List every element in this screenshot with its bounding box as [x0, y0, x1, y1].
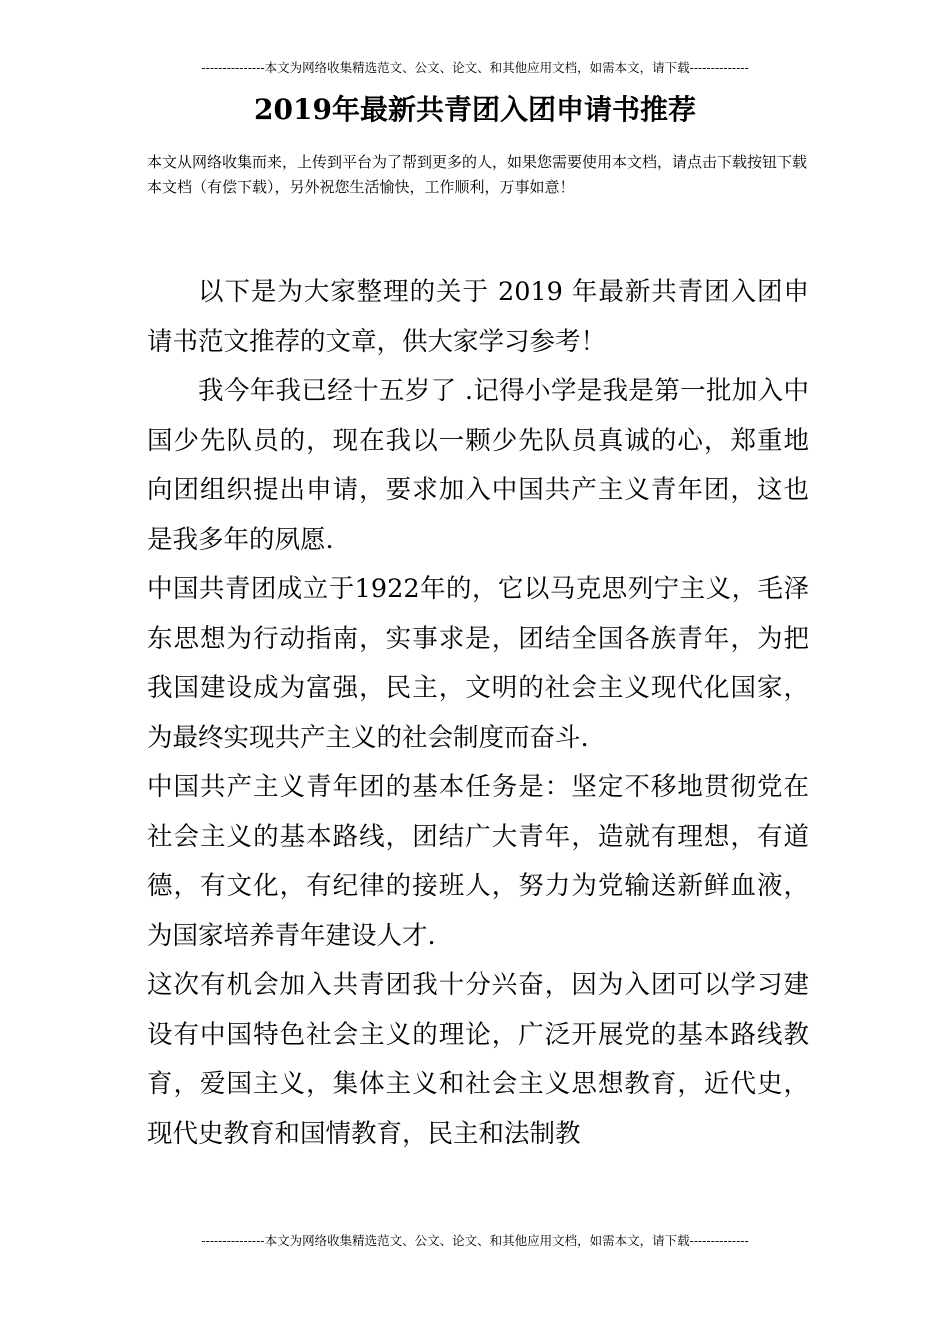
paragraph: 中国共产主义青年团的基本任务是：坚定不移地贯彻党在社会主义的基本路线，团结广大青年，造就有理想，有道德，有文化，有纪律的接班人，努力为党输送新鲜血液，为国家培养青年建设人才.	[147, 772, 809, 951]
footer-notice: ---------------本文为网络收集精选范文、公文、论文、和其他应用文档，如需本文，请下载--------------	[201, 1233, 749, 1248]
paragraph: 我今年我已经十五岁了 .记得小学是我是第一批加入中国少先队员的，现在我以一颗少先队员真诚的心，郑重地向团组织提出申请，要求加入中国共产主义青年团，这也是我多年的夙愿.	[147, 376, 809, 555]
header-notice: ---------------本文为网络收集精选范文、公文、论文、和其他应用文档，如需本文，请下载--------------	[201, 60, 749, 75]
paragraph: 这次有机会加入共青团我十分兴奋，因为入团可以学习建设有中国特色社会主义的理论，广泛开展党的基本路线教育，爱国主义，集体主义和社会主义思想教育，近代史，现代史教育和国情教育，民主和法制教	[147, 970, 809, 1149]
intro-notice: 本文从网络收集而来，上传到平台为了帮到更多的人，如果您需要使用本文档，请点击下载按钮下载本文档（有偿下载），另外祝您生活愉快，工作顺利，万事如意！	[147, 153, 808, 196]
paragraph: 中国共青团成立于1922年的，它以马克思列宁主义，毛泽东思想为行动指南，实事求是，团结全国各族青年，为把我国建设成为富强，民主，文明的社会主义现代化国家，为最终实现共产主义的社会制度而奋斗.	[147, 574, 809, 753]
document-body	[147, 268, 809, 1159]
document-title: 2019年最新共青团入团申请书推荐	[254, 93, 696, 126]
paragraph: 以下是为大家整理的关于 2019 年最新共青团入团申请书范文推荐的文章，供大家学习参考！	[147, 277, 809, 357]
